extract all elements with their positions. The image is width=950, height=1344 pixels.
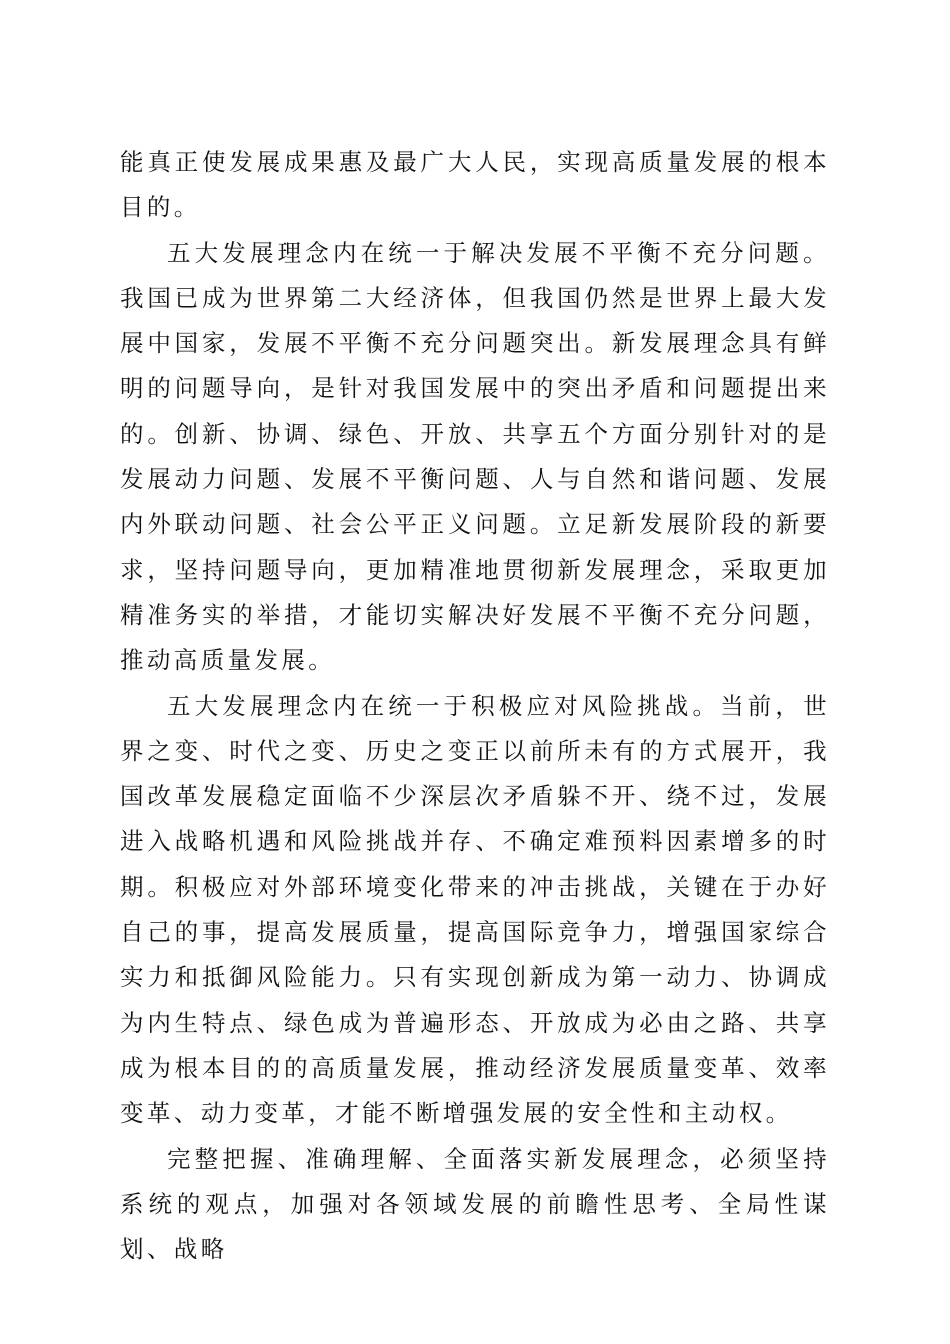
paragraph-continuation: 能真正使发展成果惠及最广大人民，实现高质量发展的根本目的。 <box>120 148 830 222</box>
document-body <box>120 140 830 1272</box>
paragraph-risk-challenges: 五大发展理念内在统一于积极应对风险挑战。当前，世界之变、时代之变、历史之变正以前所未有的方式展开，我国改革发展稳定面临不少深层次矛盾躲不开、绕不过，发展进入战略机遇和风险挑战并存、不确定难预料因素增多的时期。积极应对外部环境变化带来的冲击挑战，关键在于办好自己的事，提高发展质量，提高国际竞争力，增强国家综合实力和抵御风险能力。只有实现创新成为第一动力、协调成为内生特点、绿色成为普遍形态、开放成为必由之路、共享成为根本目的的高质量发展，推动经济发展质量变革、效率变革、动力变革，才能不断增强发展的安全性和主动权。 <box>120 691 830 1128</box>
paragraph-unbalanced-development: 五大发展理念内在统一于解决发展不平衡不充分问题。我国已成为世界第二大经济体，但我国仍然是世界上最大发展中国家，发展不平衡不充分问题突出。新发展理念具有鲜明的问题导向，是针对我国发展中的突出矛盾和问题提出来的。创新、协调、绿色、开放、共享五个方面分别针对的是发展动力问题、发展不平衡问题、人与自然和谐问题、发展内外联动问题、社会公平正义问题。立足新发展阶段的新要求，坚持问题导向，更加精准地贯彻新发展理念，采取更加精准务实的举措，才能切实解决好发展不平衡不充分问题，推动高质量发展。 <box>120 238 830 675</box>
paragraph-systematic-view: 完整把握、准确理解、全面落实新发展理念，必须坚持系统的观点，加强对各领域发展的前瞻性思考、全局性谋划、战略 <box>120 1144 830 1264</box>
